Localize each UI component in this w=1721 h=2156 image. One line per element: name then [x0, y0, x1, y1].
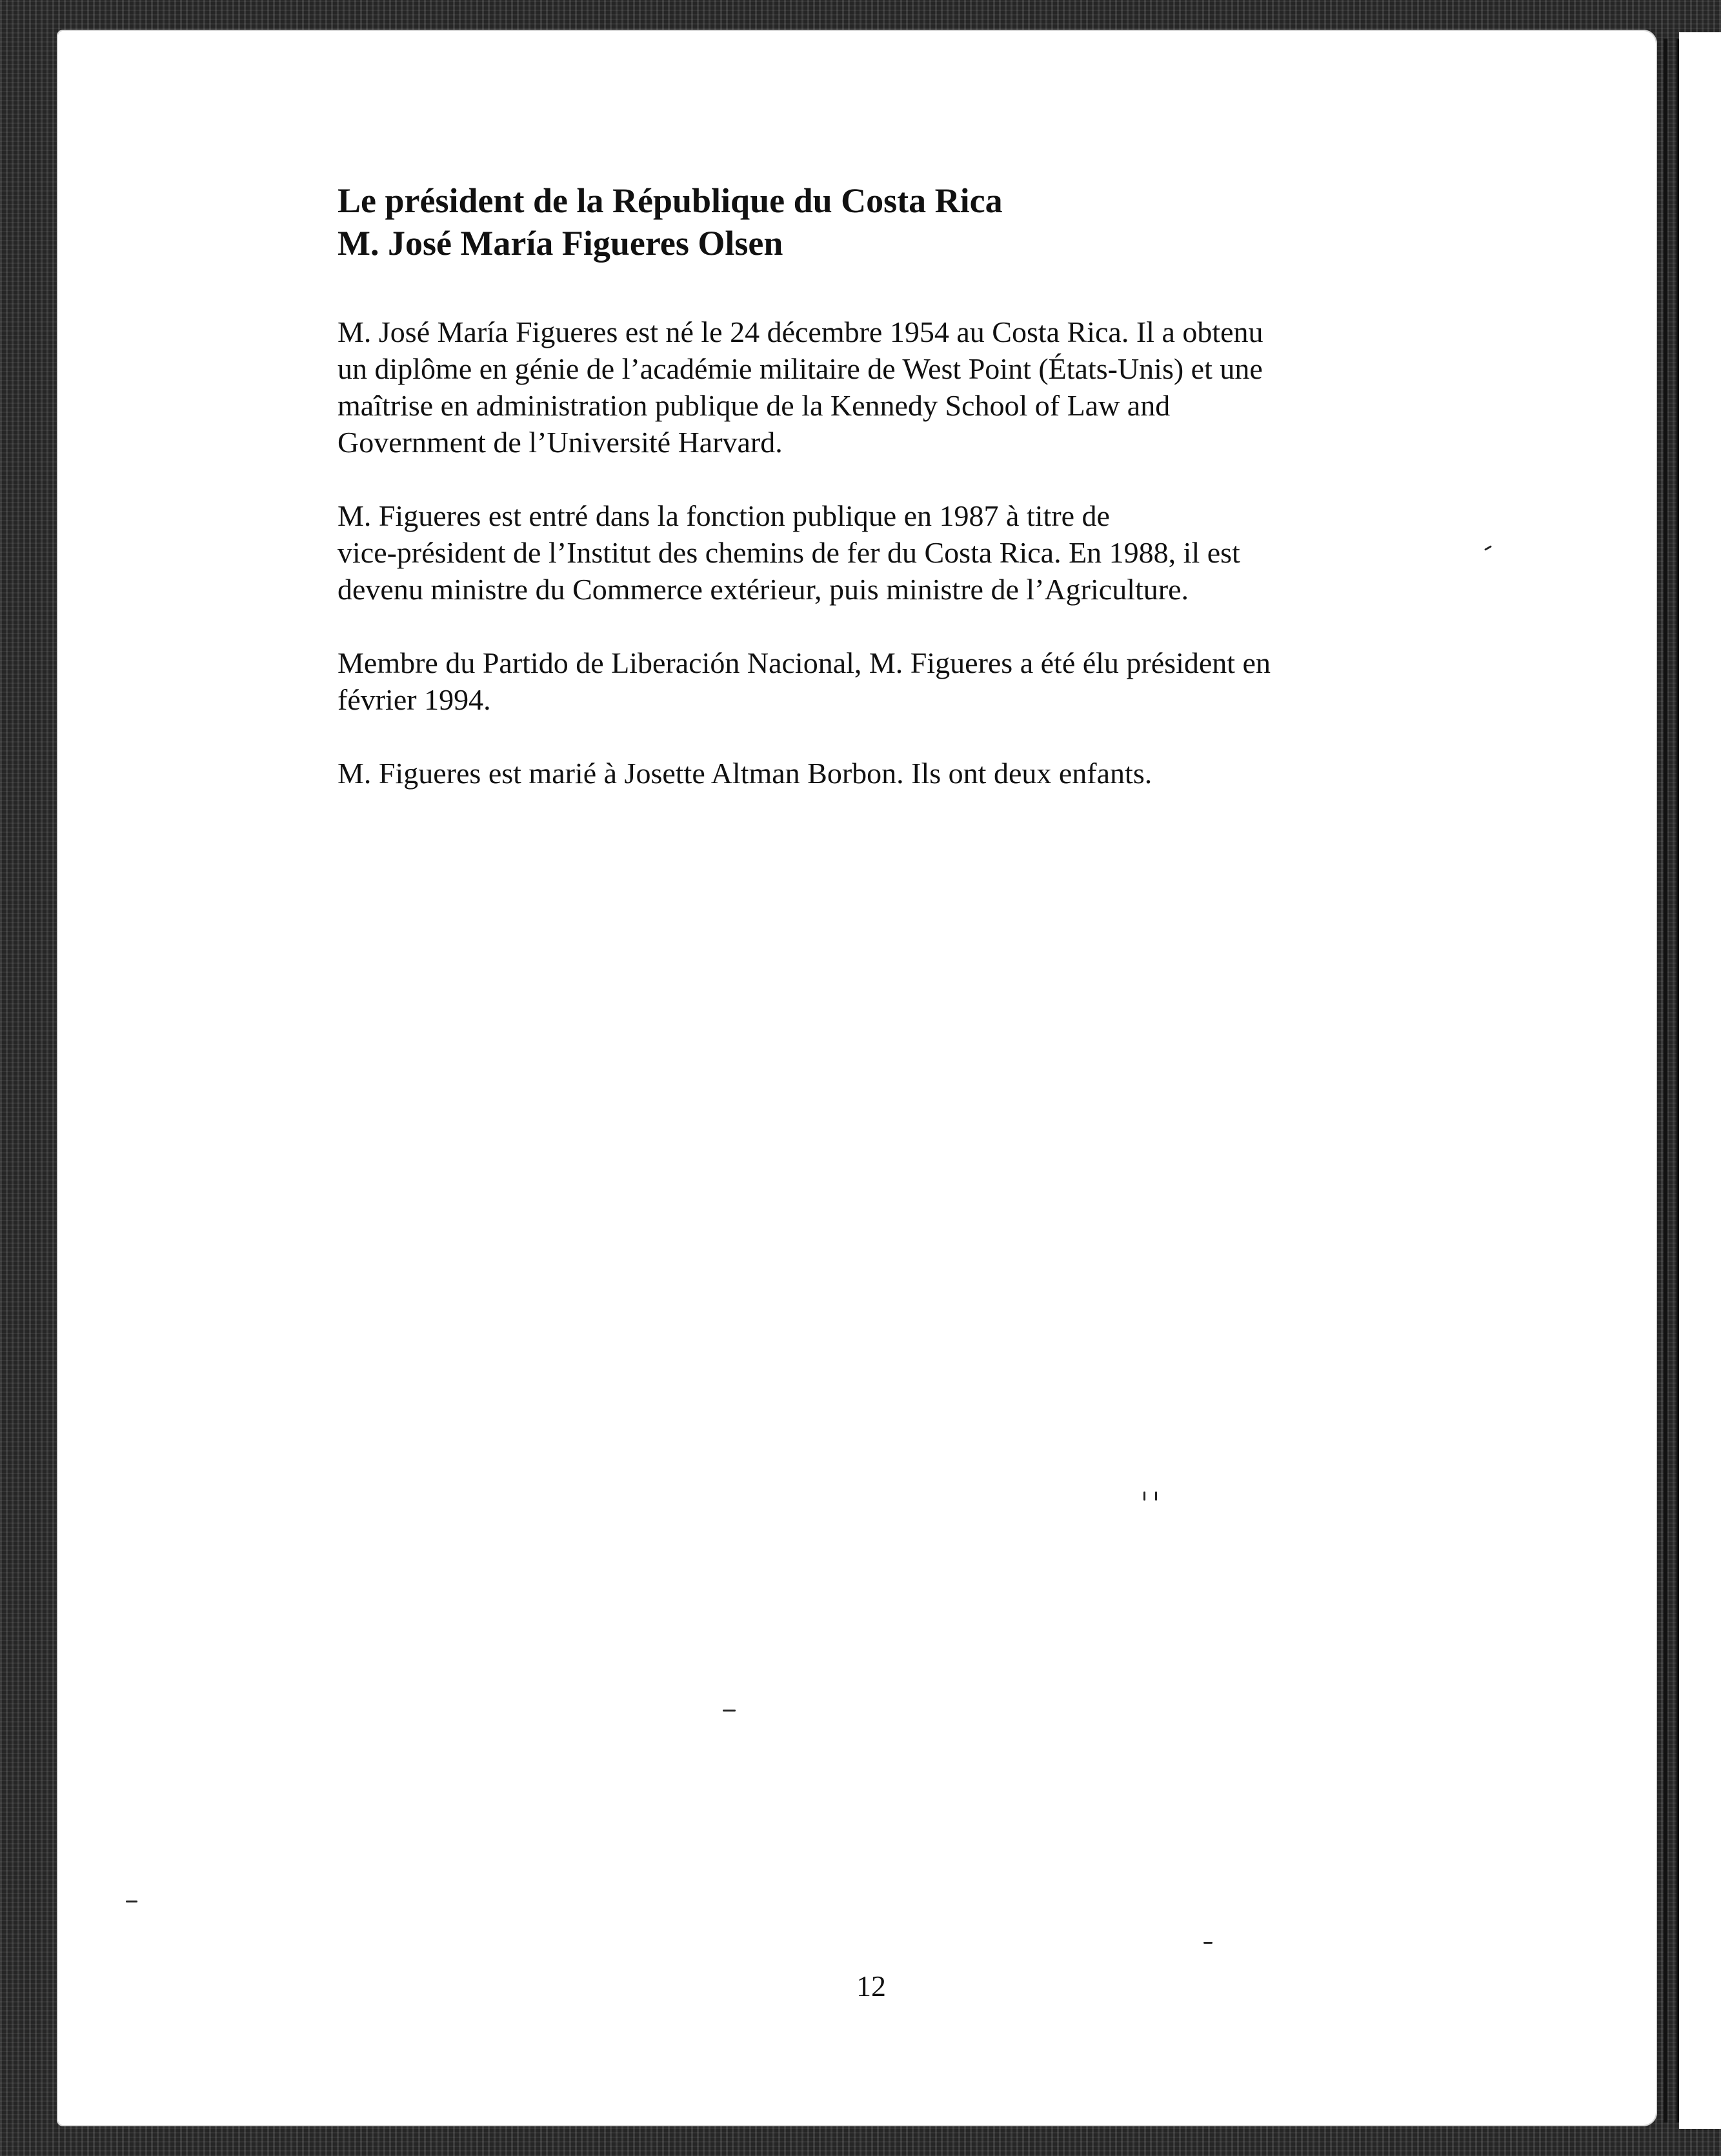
page-binding-line-inner: [1676, 39, 1679, 2122]
text-line: Membre du Partido de Liberación Nacional, M. Figueres a été élu président en: [337, 646, 1271, 679]
page-binding-line: [1664, 39, 1667, 2122]
page-number: 12: [856, 1970, 886, 2002]
scan-speck: [126, 1901, 137, 1902]
scan-speck: [1143, 1492, 1145, 1501]
text-line: un diplôme en génie de l’académie militaire de West Point (États-Unis) et une: [337, 352, 1263, 385]
text-line: vice-président de l’Institut des chemins de fer du Costa Rica. En 1988, il est: [337, 536, 1240, 569]
document-body: [337, 179, 1447, 792]
text-line: M. Figueres est entré dans la fonction publique en 1987 à titre de: [337, 499, 1110, 532]
paragraph-family: [337, 755, 1447, 792]
paragraph-biography: [337, 314, 1447, 461]
adjacent-page-edge: [1679, 32, 1721, 2129]
page-title: [337, 179, 1447, 265]
title-line-1: Le président de la République du Costa Rica: [337, 181, 1003, 220]
scan-speck: [1155, 1492, 1157, 1501]
text-line: maîtrise en administration publique de la Kennedy School of Law and: [337, 389, 1171, 422]
scan-speck: [723, 1710, 736, 1712]
text-line: devenu ministre du Commerce extérieur, puis ministre de l’Agriculture.: [337, 573, 1189, 606]
paragraph-career: [337, 497, 1447, 608]
paragraph-election: [337, 644, 1447, 718]
text-line: février 1994.: [337, 683, 491, 716]
text-line: M. José María Figueres est né le 24 décembre 1954 au Costa Rica. Il a obtenu: [337, 315, 1263, 348]
title-line-2: M. José María Figueres Olsen: [337, 224, 783, 263]
text-line: Government de l’Université Harvard.: [337, 426, 783, 459]
scan-speck: [1203, 1942, 1213, 1944]
text-line: M. Figueres est marié à Josette Altman Borbon. Ils ont deux enfants.: [337, 757, 1152, 790]
